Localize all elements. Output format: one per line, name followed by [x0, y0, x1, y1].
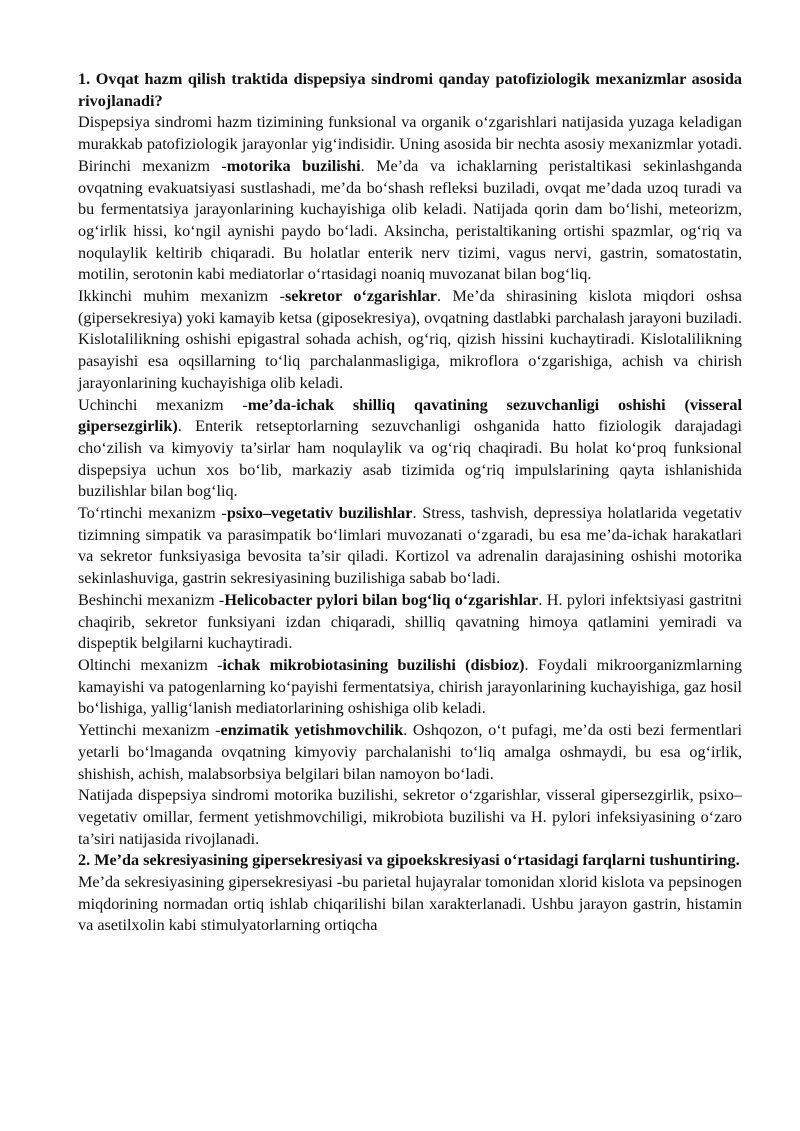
paragraph-text: Uchinchi mexanizm - [78, 395, 248, 414]
paragraph-text: To‘rtinchi mexanizm - [78, 504, 227, 523]
bold-term: Helicobacter pylori bilan bog‘liq o‘zgarishlar [224, 590, 539, 609]
paragraph-psixo-vegetativ [78, 503, 742, 590]
paragraph-text: Dispepsiya sindromi hazm tizimining funksional va organik o‘zgarishlari natijasida yuzaga keladigan murakkab patofiziologik jarayonlar yig‘indisidir. Uning asosida bir nechta asosiy mexanizmlar yotadi. Birinchi mexanizm - [78, 113, 742, 175]
paragraph-text: Natijada dispepsiya sindromi motorika buzilishi, sekretor o‘zgarishlar, visseral gipersezgirlik, psixo–vegetativ omillar, ferment yetishmovchiligi, mikrobiota buzilishi va H. pylori infeksiyasining o‘zaro ta’siri natijasida rivojlanadi. [78, 786, 742, 848]
question-1-heading: 1. Ovqat hazm qilish traktida dispepsiya sindromi qanday patofiziologik mexanizmlar asosida rivojlanadi? [78, 70, 742, 110]
paragraph-visseral [78, 395, 742, 504]
paragraph-text: . Oshqozon, o‘t pufagi, me’da osti bezi fermentlari yetarli bo‘lmaganda ovqatning kimyoviy parchalanishi to‘liq amalga oshmaydi, bu esa og‘irlik, shishish, achish, malabsorbsiya belgilari bilan namoyon bo‘ladi. [78, 721, 742, 783]
question-2-heading: 2. Me’da sekresiyasining gipersekresiyasi va gipoekskresiyasi o‘rtasidagi farqlarni tushuntiring. [78, 851, 740, 870]
paragraph-text: . Foydali mikroorganizmlarning kamayishi va patogenlarning ko‘payishi fermentatsiya, chirish jarayonlarining kuchayishiga, gaz hosil bo‘lishiga, yallig‘lanish mediatorlarining oshishiga olib keladi. [78, 655, 742, 718]
paragraph-helicobacter [78, 590, 742, 655]
bold-term: sekretor o‘zgarishlar [284, 287, 437, 306]
paragraph-mikrobiota [78, 655, 742, 720]
paragraph-text: Oltinchi mexanizm - [78, 655, 223, 674]
paragraph-motorika [78, 112, 742, 286]
bold-term: ichak mikrobiotasining buzilishi (disbioz) [222, 655, 525, 674]
paragraph-text: . H. pylori infektsiyasi gastritni chaqirib, sekretor funksiyani izdan chiqaradi, shilliq qavatning himoya qatlamini yemiradi va dispeptik belgilarni kuchaytiradi. [78, 590, 742, 653]
bold-term: enzimatik yetishmovchilik [220, 721, 404, 740]
bold-term: me’da-ichak shilliq qavatining sezuvchanligi oshishi (visseral gipersezgirlik) [78, 395, 742, 436]
paragraph-text: . Stress, tashvish, depressiya holatlarida vegetativ tizimning simpatik va parasimpatik bo‘limlari muvozanati o‘zgaradi, bu esa me’da-ichak harakatlari va sekretor funksiyasiga bevosita ta’sir qiladi. Kortizol va adrenalin darajasining oshishi motorika sekinlashuviga, gastrin sekresiyasining buzilishiga sabab bo‘ladi. [78, 504, 742, 588]
paragraph-enzimatik [78, 720, 742, 785]
paragraph-conclusion [78, 785, 742, 850]
paragraph-gipersekresiya: Me’da sekresiyasining gipersekresiyasi -bu parietal hujayralar tomonidan xlorid kislota va pepsinogen miqdorining normadan ortiq ishlab chiqarilishi bilan xarakterlanadi. Ushbu jarayon gastrin, histamin va asetilxolin kabi stimulyatorlarning ortiqcha [78, 873, 742, 935]
bold-term: motorika buzilishi [226, 156, 361, 175]
bold-term: psixo–vegetativ buzilishlar [226, 504, 413, 523]
paragraph-text: Ikkinchi muhim mexanizm - [78, 287, 285, 306]
paragraph-text: . Enterik retseptorlarning sezuvchanligi oshganida hatto fiziologik darajadagi cho‘zilish va kimyoviy ta’sirlar ham noqulaylik va og‘riq chaqiradi. Bu holat ko‘proq funksional dispepsiya uchun xos bo‘lib, markaziy asab tizimida og‘riq impulslarining qayta ishlanishida buzilishlar bilan bog‘liq. [78, 417, 742, 501]
paragraph-sekretor [78, 286, 742, 395]
paragraph-text: . Me’da va ichaklarning peristaltikasi sekinlashganda ovqatning evakuatsiyasi sustlashadi, me’da bo‘shash refleksi buziladi, ovqat me’dada uzoq turadi va bu fermentatsiya jarayonlarining kuchayishiga olib keladi. Natijada qorin dam bo‘lishi, meteorizm, og‘irlik hissi, ko‘ngil aynishi paydo bo‘ladi. Aksincha, peristaltikaning ortishi spazmlar, og‘riq va noqulaylik keltirib chiqaradi. Bu holatlar enterik nerv tizimi, vagus nervi, gastrin, somatostatin, motilin, serotonin kabi mediatorlar o‘rtasidagi noaniq muvozanat bilan bog‘liq. [78, 156, 742, 284]
document-page [78, 69, 742, 937]
paragraph-text: . Me’da shirasining kislota miqdori oshsa (gipersekresiya) yoki kamayib ketsa (giposekresiya), ovqatning dastlabki parchalash jarayoni buziladi. Kislotalilikning oshishi epigastral sohada achish, og‘riq, qizish hissini kuchaytiradi. Kislotalilikning pasayishi esa oqsillarning to‘liq parchalanmasligiga, mikroflora o‘zgarishiga, achish va chirish jarayonlarining kuchayishiga olib keladi. [78, 287, 742, 392]
paragraph-text: Beshinchi mexanizm - [78, 590, 225, 609]
paragraph-text: Yettinchi mexanizm - [78, 721, 221, 740]
